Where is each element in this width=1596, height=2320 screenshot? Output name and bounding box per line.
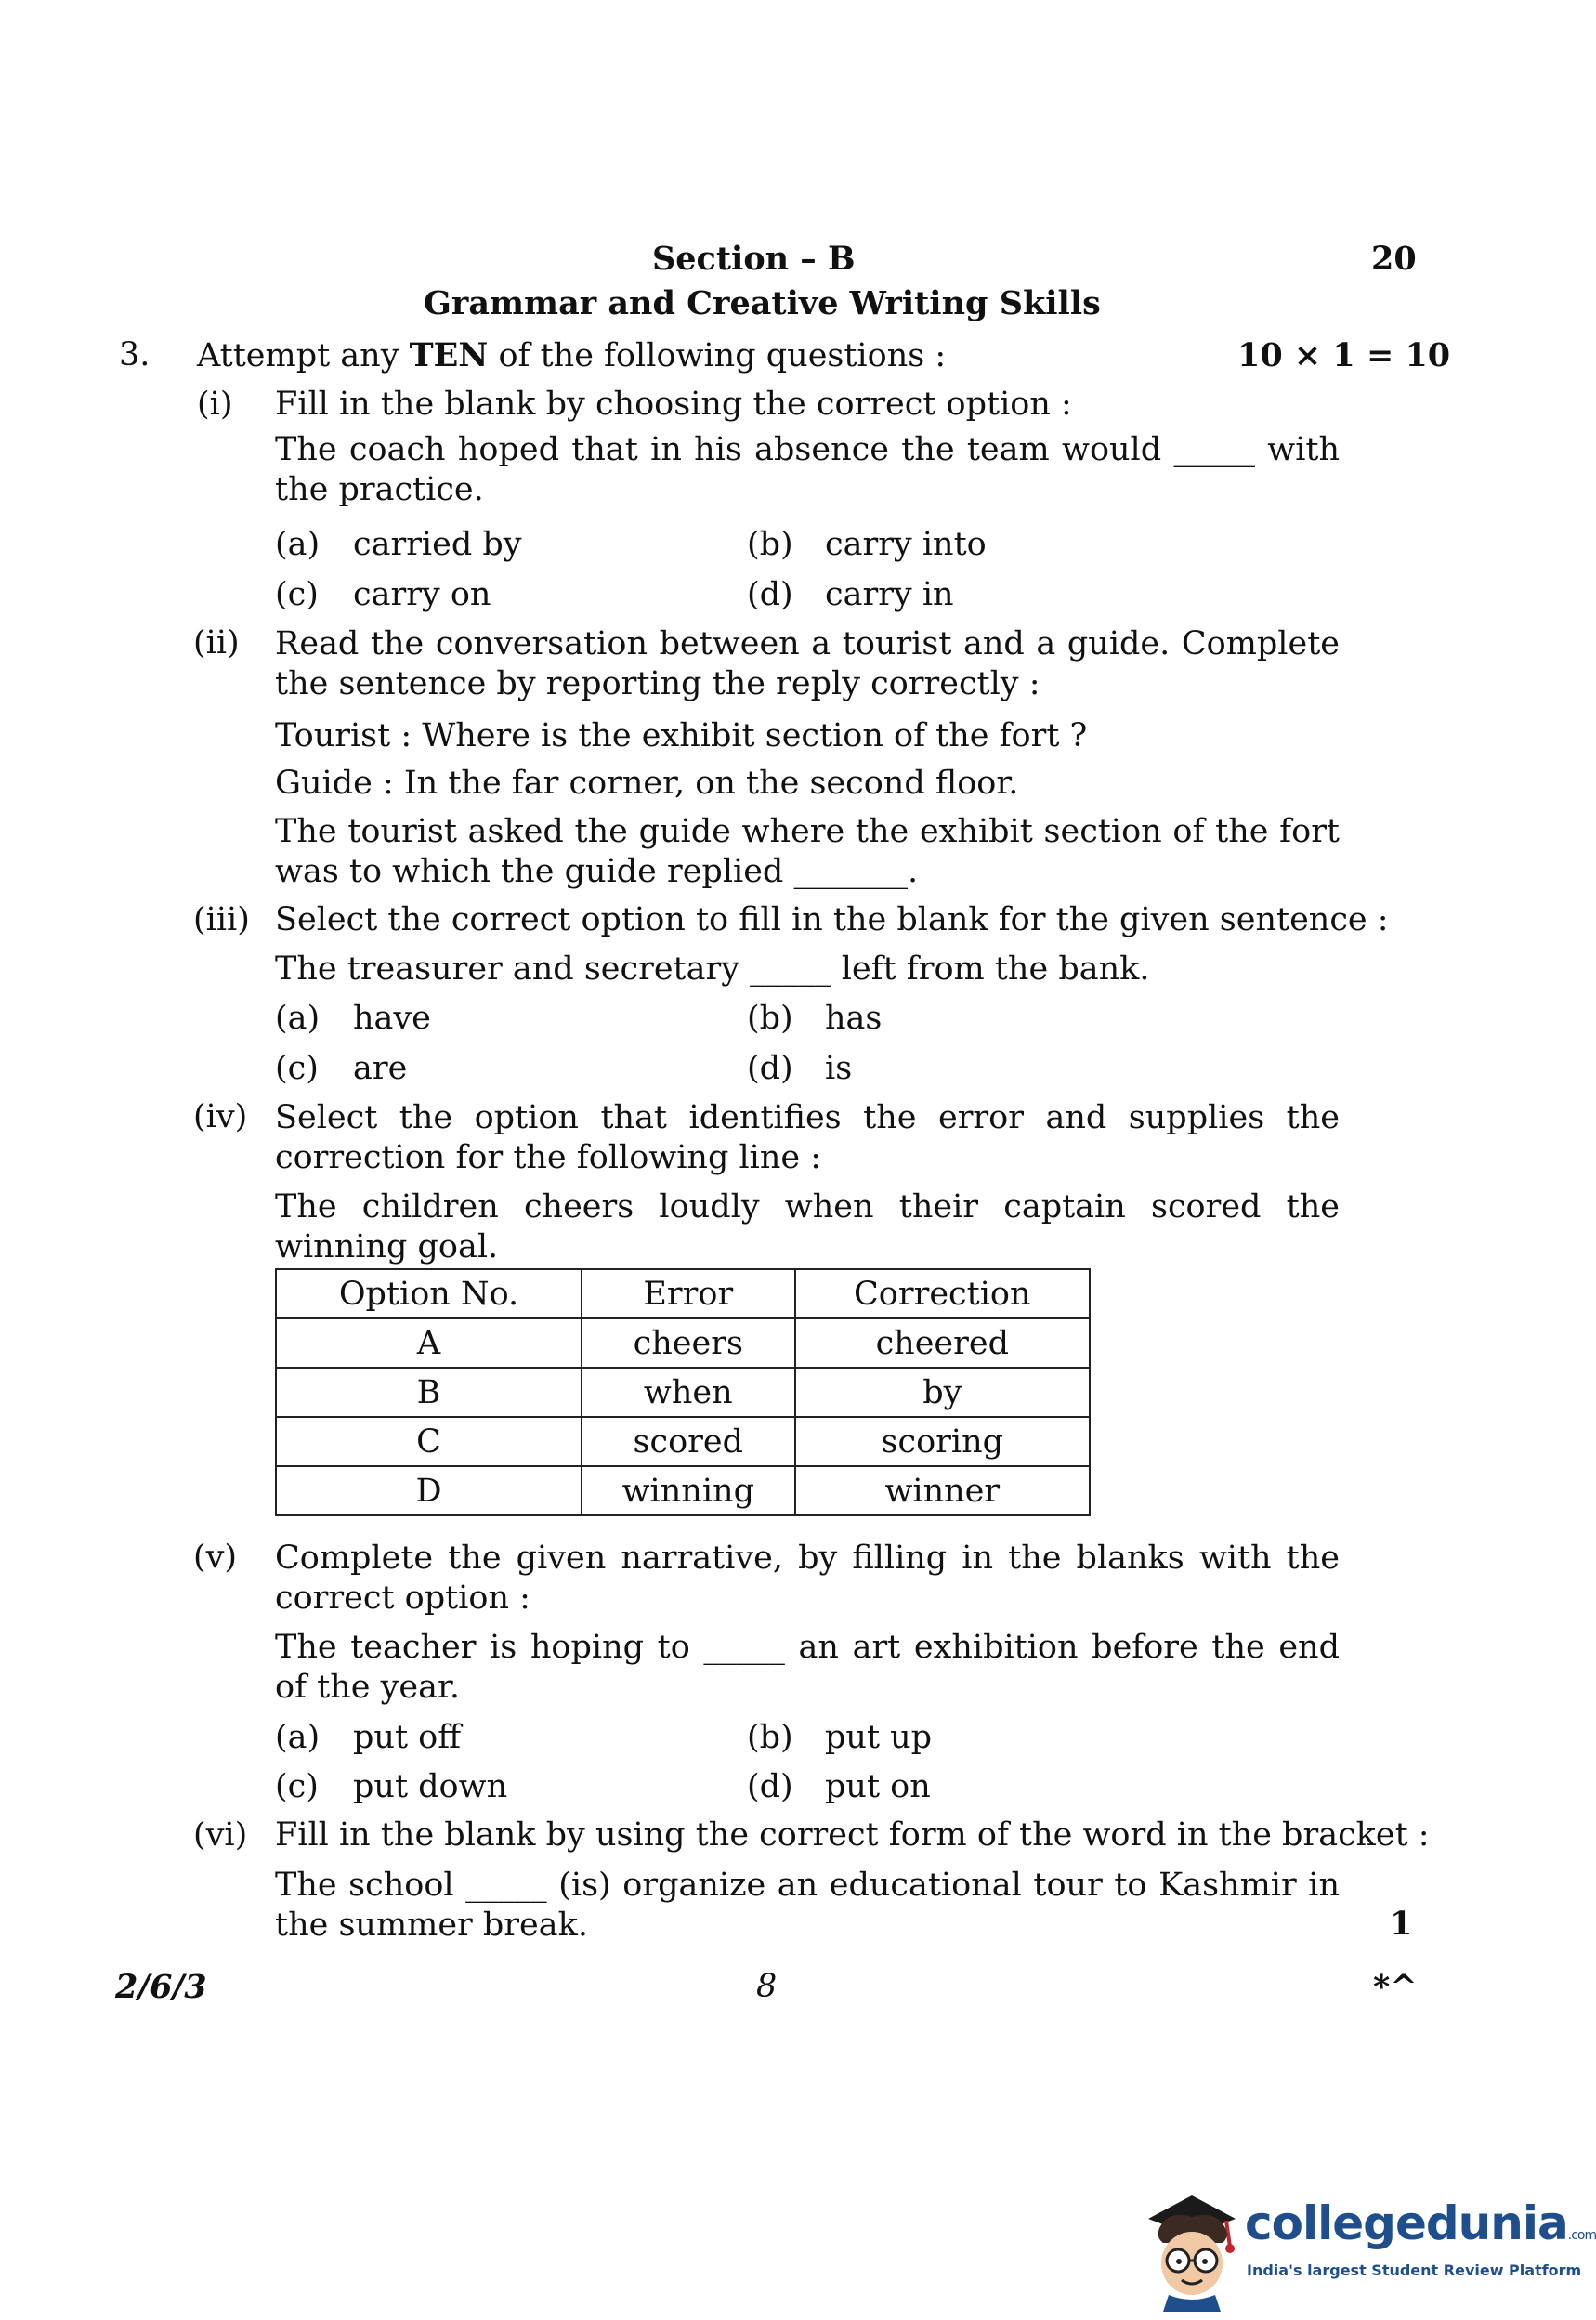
q6-number: (vi) [193,1816,248,1854]
q5-option-a-label: (a) [275,1719,321,1756]
q1-option-a: carried by [353,526,522,563]
table-cell: C [276,1417,582,1466]
collegedunia-logo[interactable] [1141,2182,1596,2312]
table-cell: B [276,1368,582,1417]
logo-text: collegedunia.com [1245,2196,1596,2250]
q1-option-b-label: (b) [747,526,793,563]
q3-option-b-label: (b) [747,1000,793,1037]
continued-marks: 1 [1390,1905,1413,1943]
q2-prompt: Read the conversation between a tourist and a guide. Complete the sentence by reporting the reply correctly : [275,625,1340,702]
table-cell: cheers [582,1318,795,1368]
q2-guide-line: Guide : In the far corner, on the second floor. [275,765,1019,802]
q1-option-b: carry into [825,526,987,563]
table-cell: D [276,1466,582,1515]
q2-text: The tourist asked the guide where the exhibit section of the fort was to which the guide replied _______. [275,813,1340,890]
q6-prompt: Fill in the blank by using the correct form of the word in the bracket : [275,1816,1430,1854]
table-row [276,1417,1090,1466]
q3-option-b: has [825,1000,883,1037]
table-cell: winning [582,1466,795,1515]
q3-prompt: Select the correct option to fill in the blank for the given sentence : [275,901,1389,938]
q1-option-a-label: (a) [275,526,321,563]
q5-text: The teacher is hoping to _____ an art exhibition before the end of the year. [275,1629,1340,1706]
table-row [276,1368,1090,1417]
q2-number: (ii) [193,624,240,662]
q1-option-c: carry on [353,576,491,613]
q1-option-c-label: (c) [275,576,319,613]
q4-text: The children cheers loudly when their captain scored the winning goal. [275,1188,1340,1265]
q3-option-a: have [353,1000,431,1037]
q3-option-d-label: (d) [747,1050,793,1087]
q3-text: The treasurer and secretary _____ left from the bank. [275,950,1150,988]
table-row [276,1466,1090,1515]
table-header: Error [582,1269,795,1318]
table-row [276,1318,1090,1368]
q3-option-a-label: (a) [275,1000,321,1037]
q1-option-d-label: (d) [747,576,793,613]
paper-code: 2/6/3 [115,1968,207,2006]
question-number: 3. [119,336,150,374]
q3-option-c: are [353,1050,408,1087]
q3-option-c-label: (c) [275,1050,319,1087]
table-header-row [276,1269,1090,1318]
table-cell: when [582,1368,795,1417]
table-cell: scoring [795,1417,1090,1466]
q1-option-d: carry in [825,576,954,613]
q5-prompt: Complete the given narrative, by filling in the blanks with the correct option : [275,1540,1340,1617]
q4-prompt: Select the option that identifies the error and supplies the correction for the following line : [275,1099,1340,1176]
q1-prompt: Fill in the blank by choosing the correct option : [275,386,1072,423]
section-title: Section – B [652,240,856,278]
logo-tagline: India's largest Student Review Platform [1247,2261,1582,2279]
q3-number: (iii) [193,901,250,938]
mascot-icon [1141,2182,1243,2312]
question-instruction: Attempt any TEN of the following questions : [197,336,947,374]
section-marks: 20 [1371,240,1417,278]
error-correction-table [275,1268,1091,1516]
table-cell: winner [795,1466,1090,1515]
q5-number: (v) [193,1539,238,1576]
q4-number: (iv) [193,1098,248,1135]
q6-text: The school _____ (is) organize an educational tour to Kashmir in the summer break. [275,1867,1340,1944]
table-cell: by [795,1368,1090,1417]
table-cell: scored [582,1417,795,1466]
section-subtitle: Grammar and Creative Writing Skills [424,284,1101,322]
table-header: Correction [795,1269,1090,1318]
q5-option-c-label: (c) [275,1768,319,1805]
table-cell: cheered [795,1318,1090,1368]
q5-option-b: put up [825,1719,933,1756]
q5-option-d-label: (d) [747,1768,793,1805]
q5-option-a: put off [353,1719,462,1756]
q5-option-d: put on [825,1768,931,1805]
footer-mark: *^ [1373,1968,1418,2006]
q3-option-d: is [825,1050,853,1087]
q1-number: (i) [197,386,233,423]
table-cell: A [276,1318,582,1368]
q5-option-c: put down [353,1768,508,1805]
question-marks: 10 × 1 = 10 [1237,336,1451,374]
q2-tourist-line: Tourist : Where is the exhibit section of the fort ? [275,717,1088,754]
q5-option-b-label: (b) [747,1719,793,1756]
q1-text: The coach hoped that in his absence the team would _____ with the practice. [275,431,1340,508]
page-number: 8 [756,1968,778,2005]
table-header: Option No. [276,1269,582,1318]
